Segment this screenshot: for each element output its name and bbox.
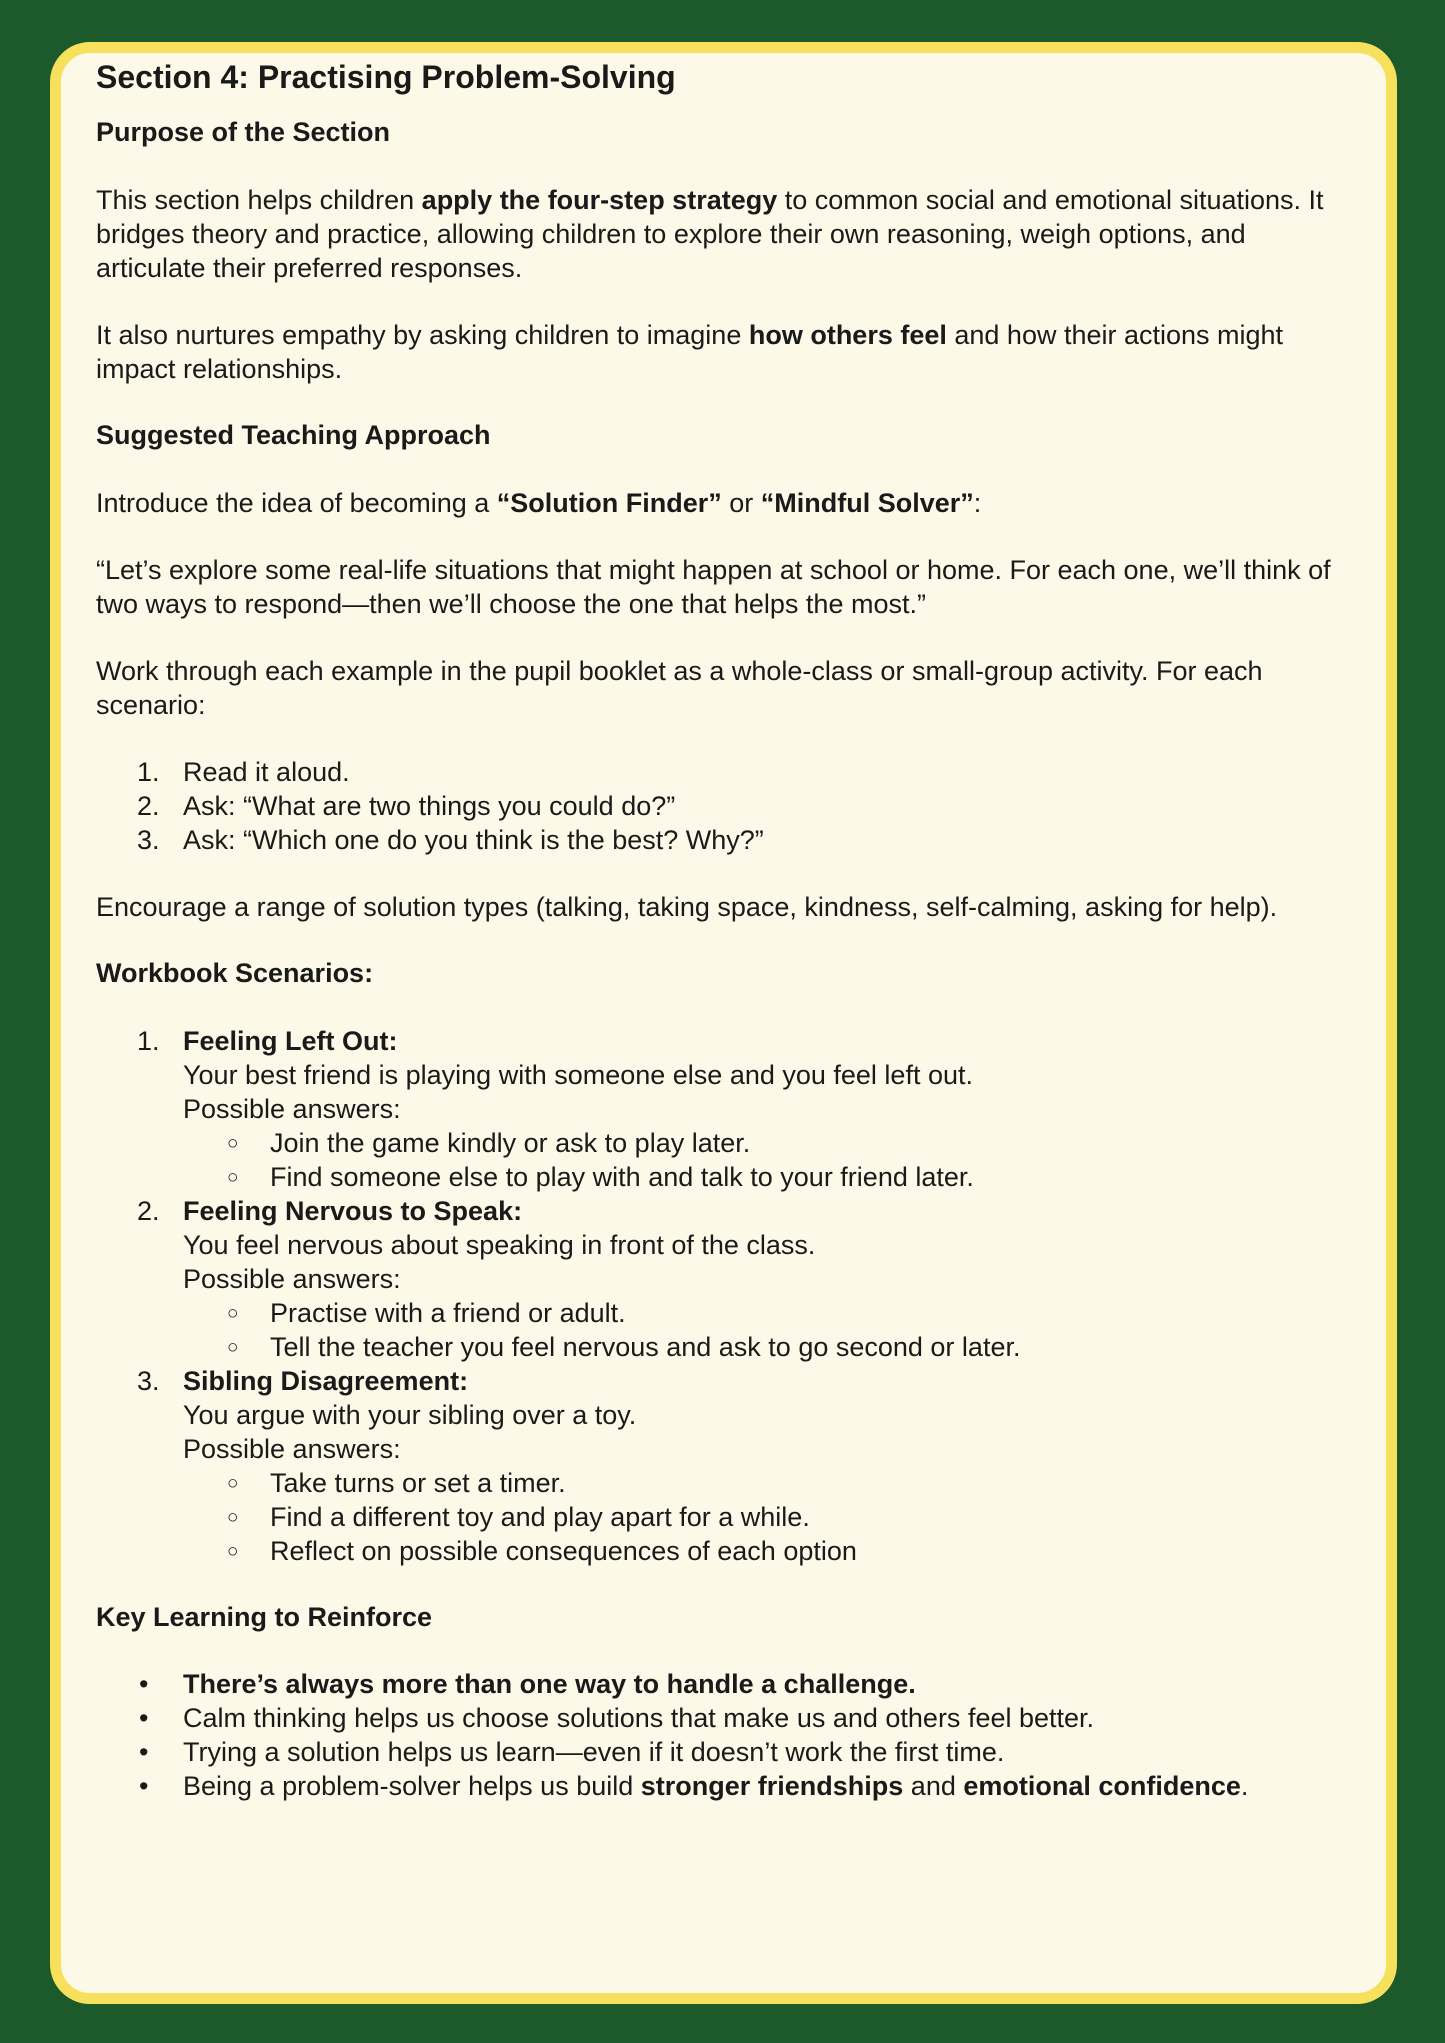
answer-item: ○ Practise with a friend or adult. <box>183 1296 1346 1330</box>
key-learning-heading: Key Learning to Reinforce <box>96 1601 433 1632</box>
circle-bullet-icon: ○ <box>227 1540 239 1562</box>
approach-quote: “Let’s explore some real-life situations that might happen at school or home. For each one, we’ll think of two ways to respond—then we’ll choose the one that helps the most.” <box>96 554 1331 619</box>
approach-encourage: Encourage a range of solution types (talking, taking space, kindness, self-calming, asking for help). <box>96 891 1278 922</box>
answer-item: ○ Reflect on possible consequences of each option <box>183 1534 1346 1568</box>
scenario-item: 3. Sibling Disagreement: You argue with your sibling over a toy. Possible answers: ○ Take turns or set a timer. ○ Find a different toy and play apart for a while. ○ Reflect on possible consequences of each option <box>96 1364 1346 1568</box>
circle-bullet-icon: ○ <box>227 1302 239 1324</box>
page-title: Section 4: Practising Problem-Solving <box>96 59 676 95</box>
approach-heading: Suggested Teaching Approach <box>96 420 491 451</box>
scenario-title: Sibling Disagreement: <box>183 1365 469 1396</box>
circle-bullet-icon: ○ <box>227 1506 239 1528</box>
approach-intro: Introduce the idea of becoming a “Solution Finder” or “Mindful Solver”: <box>96 487 982 518</box>
scenario-item: 2. Feeling Nervous to Speak: You feel nervous about speaking in front of the class. Possible answers: ○ Practise with a friend or adult. ○ Tell the teacher you feel nervous and ask to go second or later. <box>96 1194 1346 1364</box>
bullet-icon: • <box>139 1737 149 1768</box>
answer-item: ○ Find a different toy and play apart for a while. <box>183 1500 1346 1534</box>
step-item: 1. Read it aloud. <box>137 756 350 787</box>
circle-bullet-icon: ○ <box>227 1132 239 1154</box>
answer-item: ○ Join the game kindly or ask to play later. <box>183 1126 1346 1160</box>
answer-item: ○ Tell the teacher you feel nervous and ask to go second or later. <box>183 1330 1346 1364</box>
scenarios-heading: Workbook Scenarios: <box>96 957 374 988</box>
scenario-title: Feeling Left Out: <box>183 1025 398 1056</box>
bullet-icon: • <box>139 1703 149 1734</box>
scenario-item: 1. Feeling Left Out: Your best friend is playing with someone else and you feel left out. Possible answers: ○ Join the game kindly or ask to play later. ○ Find someone else to play with and talk to your friend later. <box>96 1024 1346 1194</box>
key-learning-list <box>96 1667 1346 1803</box>
key-item: • Trying a solution helps us learn—even if it doesn’t work the first time. <box>139 1737 1005 1768</box>
step-item: 3. Ask: “Which one do you think is the best? Why?” <box>137 824 764 855</box>
bullet-icon: • <box>139 1771 149 1802</box>
answers-list <box>183 1126 1346 1194</box>
bullet-icon: • <box>139 1669 149 1700</box>
step-item: 2. Ask: “What are two things you could do?” <box>137 790 676 821</box>
approach-work: Work through each example in the pupil booklet as a whole-class or small-group activity. For each scenario: <box>96 655 1263 720</box>
answer-item: ○ Take turns or set a timer. <box>183 1466 1346 1500</box>
circle-bullet-icon: ○ <box>227 1166 239 1188</box>
key-item: • Calm thinking helps us choose solutions that make us and others feel better. <box>139 1703 1095 1734</box>
answers-list <box>183 1466 1346 1568</box>
answers-list <box>183 1296 1346 1364</box>
document-body <box>96 58 1346 1803</box>
circle-bullet-icon: ○ <box>227 1336 239 1358</box>
scenario-title: Feeling Nervous to Speak: <box>183 1195 523 1226</box>
scenarios-list <box>96 1024 1346 1568</box>
key-item: • There’s always more than one way to handle a challenge. <box>139 1669 916 1700</box>
key-item: • Being a problem-solver helps us build stronger friendships and emotional confidence. <box>139 1771 1249 1802</box>
purpose-paragraph-2: It also nurtures empathy by asking children to imagine how others feel and how their actions might impact relationships. <box>96 320 1284 385</box>
circle-bullet-icon: ○ <box>227 1472 239 1494</box>
answer-item: ○ Find someone else to play with and talk to your friend later. <box>183 1160 1346 1194</box>
purpose-paragraph-1: This section helps children apply the four-step strategy to common social and emotional situations. It bridges theory and practice, allowing children to explore their own reasoning, weigh options, and articulate their preferred responses. <box>96 185 1324 284</box>
purpose-heading: Purpose of the Section <box>96 117 391 148</box>
steps-list <box>96 755 1346 857</box>
